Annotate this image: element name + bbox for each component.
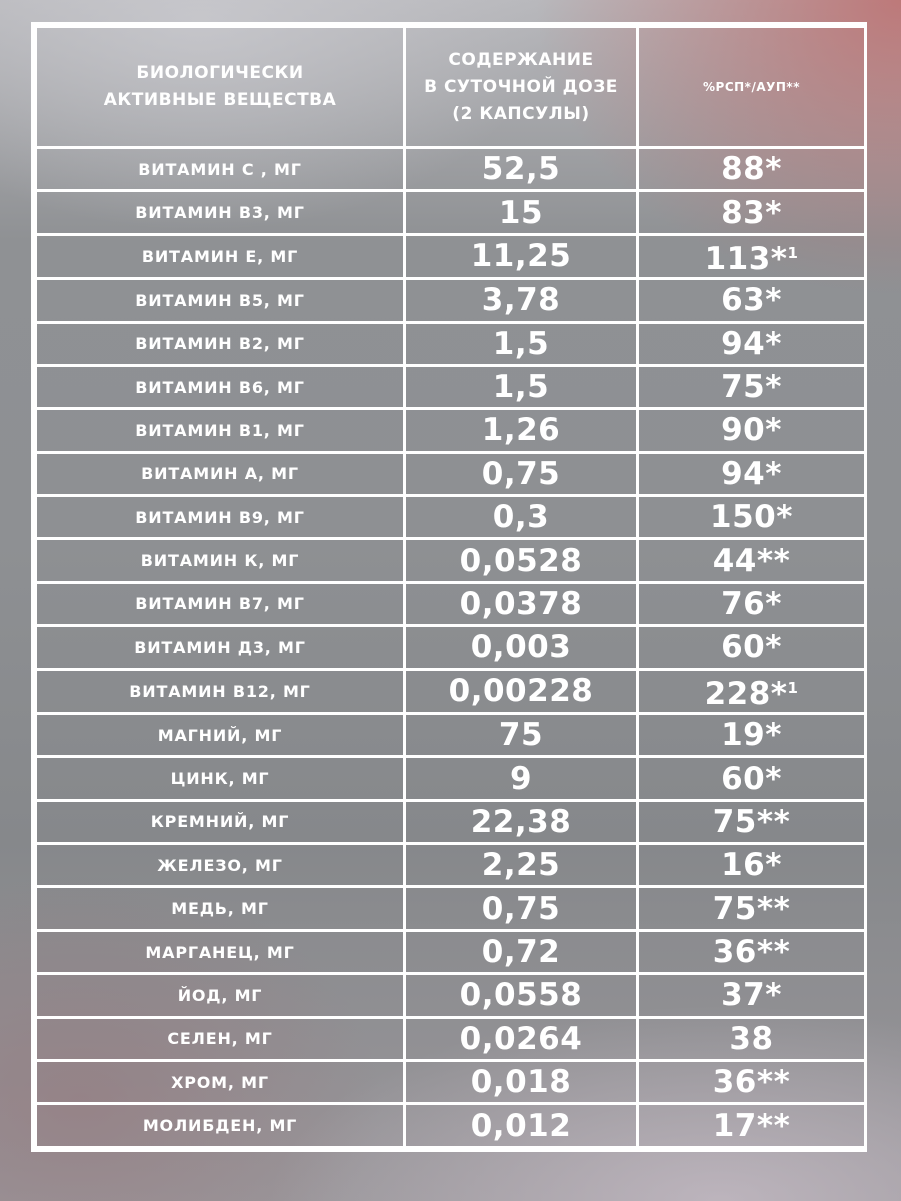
substance-name: СЕЛЕН, МГ bbox=[36, 1017, 405, 1060]
percent-value: 228*$^1$ bbox=[638, 669, 866, 713]
percent-value: 36** bbox=[638, 1060, 866, 1103]
daily-dose-value: 0,72 bbox=[405, 930, 638, 973]
daily-dose-value: 0,3 bbox=[405, 496, 638, 539]
daily-dose-value: 1,5 bbox=[405, 365, 638, 408]
substance-name: ЙОД, МГ bbox=[36, 974, 405, 1017]
substance-name: ВИТАМИН В12, МГ bbox=[36, 669, 405, 713]
daily-dose-value: 2,25 bbox=[405, 844, 638, 887]
table-row bbox=[36, 1060, 866, 1103]
percent-value: 36** bbox=[638, 930, 866, 973]
substance-name: ВИТАМИН В7, МГ bbox=[36, 582, 405, 625]
percent-value: 75** bbox=[638, 887, 866, 930]
substance-name: МАРГАНЕЦ, МГ bbox=[36, 930, 405, 973]
percent-value: 60* bbox=[638, 757, 866, 800]
daily-dose-value: 0,75 bbox=[405, 887, 638, 930]
daily-dose-value: 0,00228 bbox=[405, 669, 638, 713]
substance-name: ВИТАМИН В9, МГ bbox=[36, 496, 405, 539]
footnote-marker: 1 bbox=[787, 679, 799, 698]
percent-value: 150* bbox=[638, 496, 866, 539]
header-content-line-3: (2 КАПСУЛЫ) bbox=[452, 103, 590, 124]
table-row bbox=[36, 930, 866, 973]
substance-name: МЕДЬ, МГ bbox=[36, 887, 405, 930]
substance-name: ХРОМ, МГ bbox=[36, 1060, 405, 1103]
substance-name: ВИТАМИН В3, МГ bbox=[36, 191, 405, 234]
header-substance-line-1: БИОЛОГИЧЕСКИ bbox=[136, 63, 304, 83]
substance-name: ВИТАМИН В1, МГ bbox=[36, 409, 405, 452]
substance-name: ВИТАМИН С , МГ bbox=[36, 148, 405, 191]
daily-dose-value: 22,38 bbox=[405, 800, 638, 843]
daily-dose-value: 0,003 bbox=[405, 626, 638, 669]
daily-dose-value: 52,5 bbox=[405, 148, 638, 191]
daily-dose-value: 9 bbox=[405, 757, 638, 800]
daily-dose-value: 0,75 bbox=[405, 452, 638, 495]
header-content-line-1: СОДЕРЖАНИЕ bbox=[448, 49, 594, 70]
table-row bbox=[36, 279, 866, 322]
daily-dose-value: 0,0528 bbox=[405, 539, 638, 582]
table-row bbox=[36, 1017, 866, 1060]
percent-value: 63* bbox=[638, 279, 866, 322]
substance-name: ВИТАМИН А, МГ bbox=[36, 452, 405, 495]
table-row bbox=[36, 844, 866, 887]
percent-value: 83* bbox=[638, 191, 866, 234]
percent-value: 16* bbox=[638, 844, 866, 887]
header-content-line-2: В СУТОЧНОЙ ДОЗЕ bbox=[424, 76, 618, 97]
daily-dose-value: 1,26 bbox=[405, 409, 638, 452]
daily-dose-value: 15 bbox=[405, 191, 638, 234]
percent-value: 19* bbox=[638, 713, 866, 756]
header-substance-line-2: АКТИВНЫЕ ВЕЩЕСТВА bbox=[103, 90, 337, 110]
percent-value: 75** bbox=[638, 800, 866, 843]
daily-dose-value: 0,0378 bbox=[405, 582, 638, 625]
table-row bbox=[36, 713, 866, 756]
daily-dose-value: 11,25 bbox=[405, 234, 638, 278]
column-header-substance bbox=[36, 27, 405, 148]
table-row bbox=[36, 452, 866, 495]
percent-value: 17** bbox=[638, 1104, 866, 1148]
percent-value: 76* bbox=[638, 582, 866, 625]
substance-name: ВИТАМИН К, МГ bbox=[36, 539, 405, 582]
daily-dose-value: 0,018 bbox=[405, 1060, 638, 1103]
table-row bbox=[36, 887, 866, 930]
percent-value: 113*$^1$ bbox=[638, 234, 866, 278]
daily-dose-value: 0,012 bbox=[405, 1104, 638, 1148]
substance-name: МАГНИЙ, МГ bbox=[36, 713, 405, 756]
daily-dose-value: 3,78 bbox=[405, 279, 638, 322]
substance-name: ВИТАМИН Д3, МГ bbox=[36, 626, 405, 669]
table-row bbox=[36, 409, 866, 452]
daily-dose-value: 0,0264 bbox=[405, 1017, 638, 1060]
daily-dose-value: 75 bbox=[405, 713, 638, 756]
percent-value: 94* bbox=[638, 322, 866, 365]
daily-dose-value: 0,0558 bbox=[405, 974, 638, 1017]
table-row bbox=[36, 757, 866, 800]
percent-value: 94* bbox=[638, 452, 866, 495]
table-row bbox=[36, 191, 866, 234]
table-header-row bbox=[36, 27, 866, 148]
table-body bbox=[36, 148, 866, 1148]
footnote-marker: 1 bbox=[787, 244, 799, 263]
substance-name: ЦИНК, МГ bbox=[36, 757, 405, 800]
table-row bbox=[36, 539, 866, 582]
substance-name: ВИТАМИН В5, МГ bbox=[36, 279, 405, 322]
substance-name: ВИТАМИН В6, МГ bbox=[36, 365, 405, 408]
percent-value: 90* bbox=[638, 409, 866, 452]
table-row bbox=[36, 800, 866, 843]
substance-name: МОЛИБДЕН, МГ bbox=[36, 1104, 405, 1148]
header-percent-label: %РСП*/АУП** bbox=[703, 79, 800, 94]
table-row bbox=[36, 234, 866, 278]
table-row bbox=[36, 582, 866, 625]
table-row bbox=[36, 365, 866, 408]
table-row bbox=[36, 322, 866, 365]
substance-name: ВИТАМИН В2, МГ bbox=[36, 322, 405, 365]
table-row bbox=[36, 148, 866, 191]
percent-value: 37* bbox=[638, 974, 866, 1017]
column-header-content bbox=[405, 27, 638, 148]
table-row bbox=[36, 669, 866, 713]
percent-value: 60* bbox=[638, 626, 866, 669]
column-header-percent bbox=[638, 27, 866, 148]
table-row bbox=[36, 1104, 866, 1148]
table-row bbox=[36, 626, 866, 669]
nutrition-table bbox=[34, 25, 867, 1149]
daily-dose-value: 1,5 bbox=[405, 322, 638, 365]
percent-value: 88* bbox=[638, 148, 866, 191]
table-row bbox=[36, 974, 866, 1017]
substance-name: ВИТАМИН Е, МГ bbox=[36, 234, 405, 278]
percent-value: 44** bbox=[638, 539, 866, 582]
percent-value: 75* bbox=[638, 365, 866, 408]
percent-value: 38 bbox=[638, 1017, 866, 1060]
substance-name: ЖЕЛЕЗО, МГ bbox=[36, 844, 405, 887]
table-row bbox=[36, 496, 866, 539]
substance-name: КРЕМНИЙ, МГ bbox=[36, 800, 405, 843]
